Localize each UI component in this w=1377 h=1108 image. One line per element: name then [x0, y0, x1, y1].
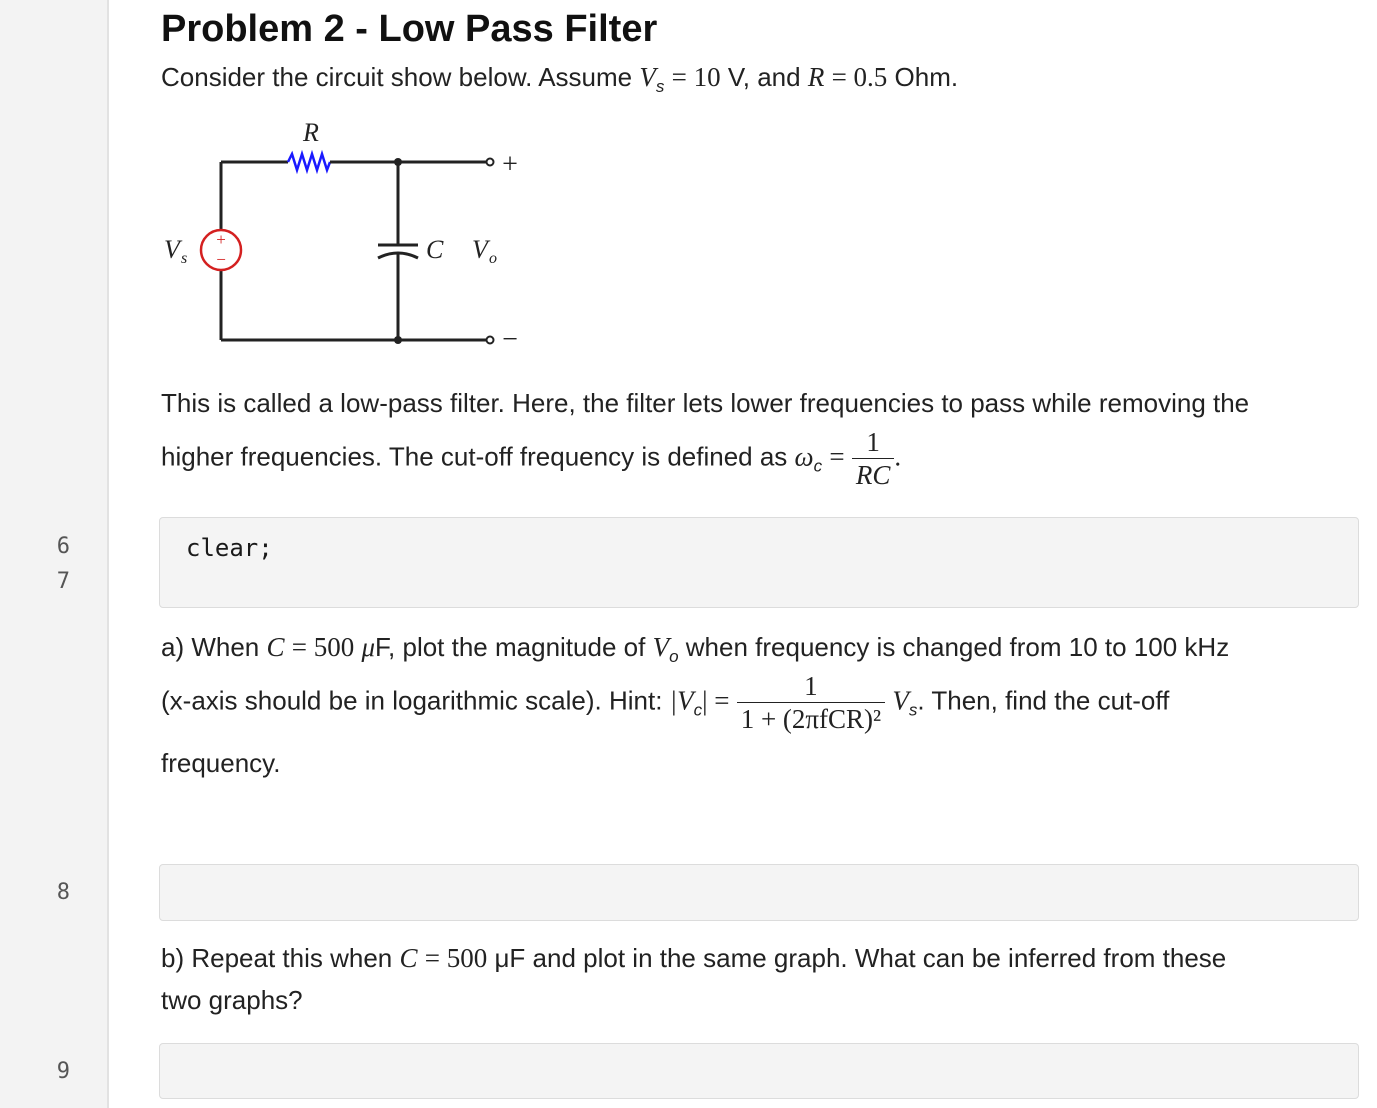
part-b-line-2: two graphs?	[161, 985, 303, 1015]
output-minus-label: −	[502, 324, 518, 355]
vo-symbol: V	[652, 632, 670, 662]
part-a-text-4: (x-axis should be in logarithmic scale). Hint:	[161, 685, 663, 716]
resistor-symbol	[288, 154, 330, 170]
part-a-line-1	[161, 632, 1229, 667]
part-a-text-5: . Then, find the cut-off	[917, 685, 1170, 716]
code-cell-3[interactable]	[159, 1043, 1359, 1099]
hint-numerator: 1	[737, 670, 885, 703]
c-symbol: C	[399, 943, 418, 973]
line-number: 7	[56, 569, 70, 594]
line-number: 9	[56, 1059, 70, 1084]
vs-symbol: V	[892, 685, 909, 716]
part-b-line-1	[161, 943, 1226, 974]
hint-denominator: 1 + (2πfCR)²	[740, 704, 882, 734]
part-b-text-2: μF and plot in the same graph. What can be inferred from these	[494, 943, 1227, 973]
c-value: = 500	[424, 943, 488, 973]
part-a-text-3: when frequency is changed from 10 to 100 kHz	[685, 632, 1230, 662]
part-b-text-1: b) Repeat this when	[161, 943, 393, 973]
intro-text-3: Ohm.	[894, 62, 959, 92]
vc-subscript: c	[693, 700, 703, 720]
source-plus: +	[216, 230, 226, 249]
r-symbol: R	[807, 62, 825, 92]
line-number: 8	[56, 880, 70, 905]
cutoff-fraction	[852, 426, 895, 491]
c-value: = 500	[291, 632, 355, 662]
vs-label: V	[164, 235, 180, 264]
part-a-line-2	[161, 670, 1169, 735]
vs-label-subscript: s	[181, 250, 188, 267]
omega-subscript: c	[813, 456, 823, 476]
line-number: 6	[56, 534, 70, 559]
intro-text-1: Consider the circuit show below. Assume	[161, 62, 633, 92]
period: .	[894, 441, 902, 472]
omega-symbol: ω	[794, 441, 814, 472]
vs-subscript: s	[655, 77, 665, 96]
rc-circuit-diagram	[150, 112, 550, 362]
output-terminal-top	[487, 159, 494, 166]
part-a-line-3: frequency.	[161, 748, 281, 778]
lowpass-line-2	[161, 426, 901, 491]
capacitor-label: C	[426, 235, 444, 264]
vc-abs-symbol: |V	[669, 685, 694, 716]
part-a-text-1: a) When	[161, 632, 260, 662]
lowpass-line-2-text: higher frequencies. The cut-off frequency is defined as	[161, 441, 788, 472]
vs-subscript: s	[908, 700, 918, 720]
part-a-text-2: F, plot the magnitude of	[375, 632, 646, 662]
vs-value: = 10	[671, 62, 721, 92]
code-cell-1[interactable]	[159, 517, 1359, 608]
page-title: Problem 2 - Low Pass Filter	[161, 8, 658, 50]
vo-label-subscript: o	[489, 250, 497, 267]
fraction-denominator: RC	[855, 460, 891, 490]
output-terminal-bottom	[487, 337, 494, 344]
vs-symbol: V	[639, 62, 656, 92]
intro-text	[161, 62, 958, 97]
c-symbol: C	[266, 632, 285, 662]
mu-symbol: μ	[361, 632, 376, 662]
vc-abs-end: | =	[702, 685, 730, 716]
resistor-label: R	[303, 118, 319, 147]
equals-sign: =	[829, 441, 845, 472]
lowpass-line-1: This is called a low-pass filter. Here, the filter lets lower frequencies to pass while removing the	[161, 388, 1250, 418]
vo-subscript: o	[669, 647, 679, 666]
output-plus-label: +	[502, 149, 518, 180]
code-cell-2[interactable]	[159, 864, 1359, 921]
hint-fraction	[737, 670, 885, 735]
r-value: = 0.5	[831, 62, 888, 92]
code-text[interactable]: clear;	[186, 534, 273, 562]
vo-label: V	[472, 235, 488, 264]
source-minus: −	[216, 250, 226, 269]
fraction-numerator: 1	[852, 426, 895, 459]
intro-text-2: V, and	[727, 62, 801, 92]
